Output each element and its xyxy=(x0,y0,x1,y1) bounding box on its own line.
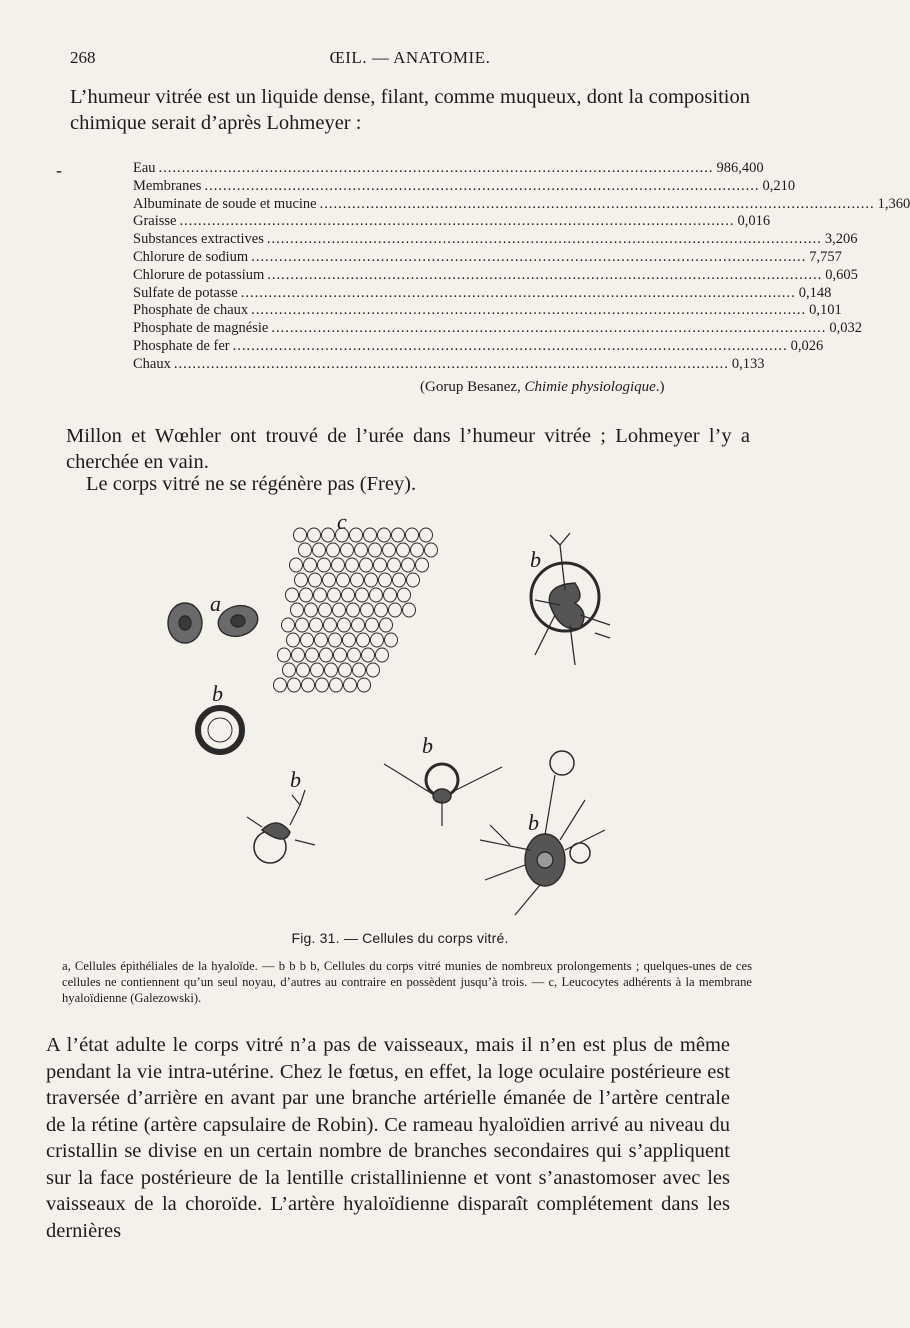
composition-label: Sulfate de potasse xyxy=(133,284,238,301)
paragraph-regeneration: Le corps vitré ne se régénère pas (Frey). xyxy=(86,473,417,495)
leader-dots: ........................................................................................................................ xyxy=(204,177,760,194)
composition-label: Chlorure de potassium xyxy=(133,266,265,283)
label-b-2: b xyxy=(212,681,223,706)
label-b-4: b xyxy=(290,767,301,792)
composition-value: 0,032 xyxy=(829,320,862,337)
figure-cell-illustration xyxy=(150,505,650,925)
composition-value: 0,016 xyxy=(737,213,771,230)
paragraph-urea: Millon et Wœhler ont trouvé de l’urée dans l’humeur vitrée ; Lohmeyer l’y a cherchée en vain. xyxy=(66,425,750,473)
leader-dots: ........................................................................................................................ xyxy=(251,302,807,319)
composition-row xyxy=(133,337,824,356)
citation xyxy=(420,379,665,396)
vitreous-cell-b3 xyxy=(384,764,502,826)
citation-work: Chimie physiologique xyxy=(524,379,656,395)
leader-dots: ........................................................................................................................ xyxy=(240,284,796,301)
composition-label: Phosphate de magnésie xyxy=(133,320,269,337)
composition-value: 0,133 xyxy=(731,355,765,372)
leader-dots: ........................................................................................................................ xyxy=(158,160,714,176)
composition-row xyxy=(133,284,832,303)
vitreous-cell-b5 xyxy=(480,751,605,915)
composition-value: 0,605 xyxy=(825,266,858,283)
leucocyte-mosaic-c xyxy=(274,528,438,692)
composition-label: Membranes xyxy=(133,177,202,194)
composition-row xyxy=(133,320,862,338)
citation-author: (Gorup Besanez, xyxy=(420,379,525,395)
composition-row xyxy=(133,177,796,196)
page-number: 268 xyxy=(70,48,96,67)
composition-row xyxy=(133,195,910,214)
label-c: c xyxy=(337,509,347,534)
label-b-5: b xyxy=(528,810,539,835)
margin-dash: - xyxy=(56,160,62,180)
leader-dots: ........................................................................................................................ xyxy=(271,320,827,337)
intro-paragraph: L’humeur vitrée est un liquide dense, filant, comme muqueux, dont la composition chimique serait d’après Lohmeyer : xyxy=(70,86,750,134)
citation-end: .) xyxy=(655,379,665,395)
composition-value: 7,757 xyxy=(809,248,842,265)
leader-dots: ........................................................................................................................ xyxy=(232,337,788,354)
composition-value: 3,206 xyxy=(824,231,858,248)
vitreous-cell-b2 xyxy=(198,708,242,752)
label-b-3: b xyxy=(422,733,433,758)
composition-value: 0,101 xyxy=(809,302,842,319)
paragraph-vessels: A l’état adulte le corps vitré n’a pas de vaisseaux, mais il n’en est plus de même pendant la vie intra-utérine. Chez le fœtus, en effet, la loge oculaire postérieure est traversée d’arrière en avant par une branche artérielle émanée de l’artère centrale de la rétine (artère capsulaire de Robin). Ce rameau hyaloïdien arrivé au niveau du cristallin se divise en un certain nombre de branches secondaires qui s’appliquent sur la face postérieure de la lentille cristallinienne et vont s’anastomoser avec les vaisseaux de la choroïde. L’artère hyaloïdienne disparaît complétement dans les dernières xyxy=(46,1034,730,1242)
vitreous-cell-b1 xyxy=(531,533,610,665)
composition-row xyxy=(133,355,765,374)
composition-row xyxy=(133,266,858,285)
composition-label: Albuminate de soude et mucine xyxy=(133,195,317,212)
composition-label: Graisse xyxy=(133,213,177,230)
composition-label: Phosphate de chaux xyxy=(133,302,249,319)
leader-dots: ........................................................................................................................ xyxy=(173,355,729,372)
composition-value: 0,148 xyxy=(798,284,832,301)
composition-label: Substances extractives xyxy=(133,231,264,248)
vitreous-cell-b4 xyxy=(247,790,315,863)
composition-row xyxy=(133,248,842,267)
figure-caption: Fig. 31. — Cellules du corps vitré. xyxy=(291,930,509,946)
figure-legend: a, Cellules épithéliales de la hyaloïde. — b b b b, Cellules du corps vitré munies de nombreux prolongements ; quelques-unes de ces cellules ne contiennent qu’un seul noyau, d’autres au contraire en possèdent jusqu’à trois. — c, Leucocytes adhérents à la membrane hyaloïdienne (Galezowski). xyxy=(62,959,752,1005)
leader-dots: ........................................................................................................................ xyxy=(319,195,875,212)
label-b-1: b xyxy=(530,547,541,572)
page-header xyxy=(70,48,750,76)
composition-value: 0,026 xyxy=(790,337,824,354)
composition-label: Chlorure de sodium xyxy=(133,248,249,265)
composition-label: Phosphate de fer xyxy=(133,337,230,354)
leader-dots: ........................................................................................................................ xyxy=(267,266,823,283)
leader-dots: ........................................................................................................................ xyxy=(266,231,822,248)
leader-dots: ........................................................................................................................ xyxy=(251,248,807,265)
composition-value: 0,210 xyxy=(762,177,796,194)
leader-dots: ........................................................................................................................ xyxy=(179,213,735,230)
composition-row xyxy=(133,231,858,249)
composition-row xyxy=(133,160,764,178)
composition-table xyxy=(133,160,910,374)
composition-label: Chaux xyxy=(133,355,171,372)
composition-value: 986,400 xyxy=(716,160,764,176)
composition-row xyxy=(133,213,771,231)
running-title: ŒIL. — ANATOMIE. xyxy=(329,48,491,67)
composition-label: Eau xyxy=(133,160,156,176)
composition-value: 1,360 xyxy=(877,195,910,212)
label-a: a xyxy=(210,591,221,616)
composition-row xyxy=(133,302,842,320)
